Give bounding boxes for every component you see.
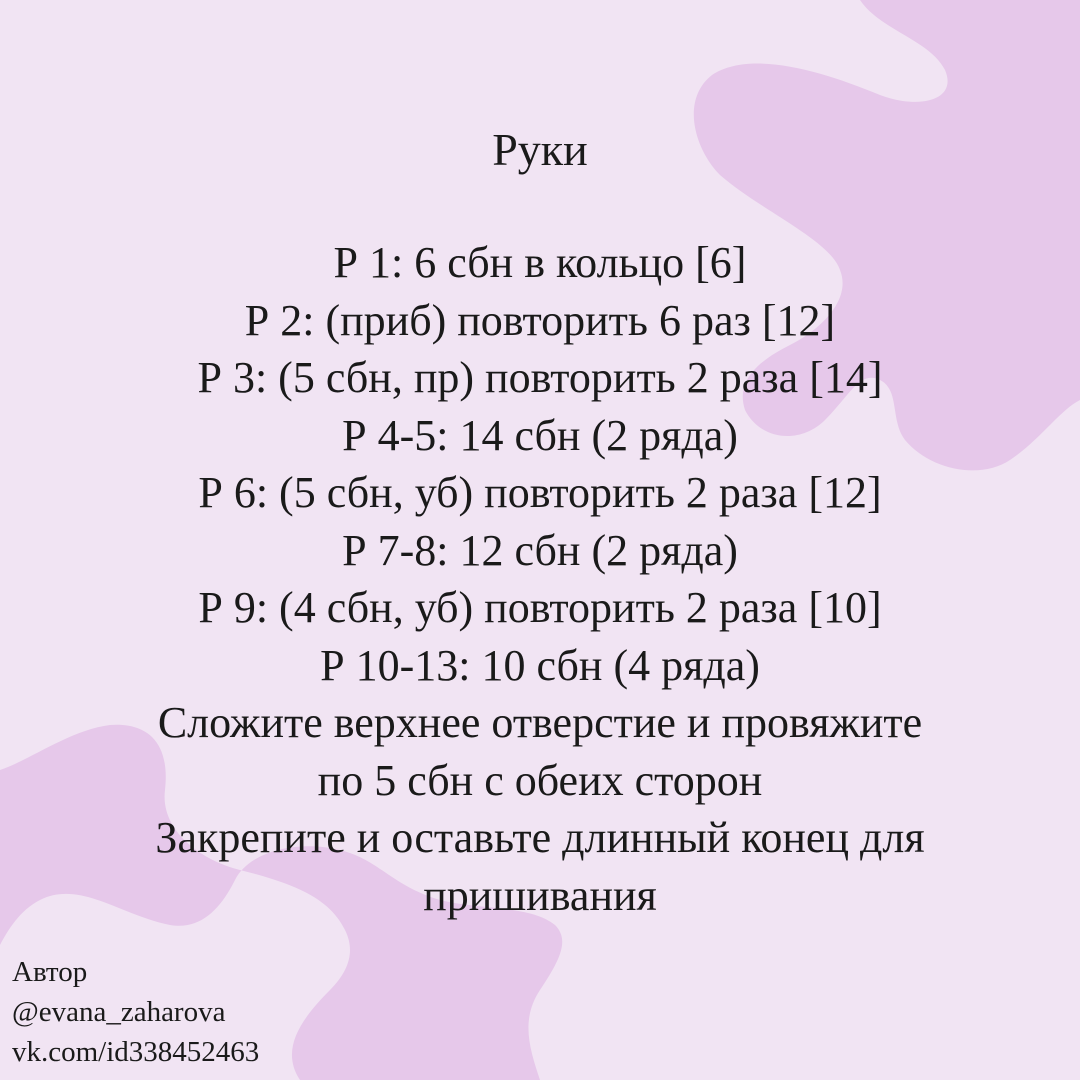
instruction-line: Р 4-5: 14 сбн (2 ряда)	[342, 410, 738, 460]
page-title: Руки	[492, 124, 588, 175]
instruction-line: Р 6: (5 сбн, уб) повторить 2 раза [12]	[198, 468, 882, 517]
instruction-line: Сложите верхнее отверстие и провяжите	[157, 698, 923, 747]
instruction-line: Р 9: (4 сбн, уб) повторить 2 раза [10]	[198, 583, 882, 632]
spacer	[0, 182, 1080, 234]
instruction-line: по 5 сбн с обеих сторон	[317, 755, 763, 805]
author-link: vk.com/id338452463	[12, 1036, 260, 1068]
instruction-line: Закрепите и оставьте длинный конец для	[155, 813, 925, 862]
instruction-line: Р 10-13: 10 сбн (4 ряда)	[320, 640, 760, 690]
author-block	[12, 952, 259, 1072]
author-label: Автор	[12, 956, 88, 988]
instruction-line: Р 7-8: 12 сбн (2 ряда)	[342, 525, 738, 575]
instruction-line: Р 1: 6 сбн в кольцо [6]	[333, 238, 747, 287]
instructions-list	[0, 234, 1080, 924]
author-handle: @evana_zaharova	[12, 996, 226, 1028]
instruction-line: Р 2: (приб) повторить 6 раз [12]	[244, 295, 836, 345]
instruction-line: Р 3: (5 сбн, пр) повторить 2 раза [14]	[197, 353, 883, 402]
pattern-content	[0, 118, 1080, 924]
instruction-line: пришивания	[423, 870, 657, 920]
